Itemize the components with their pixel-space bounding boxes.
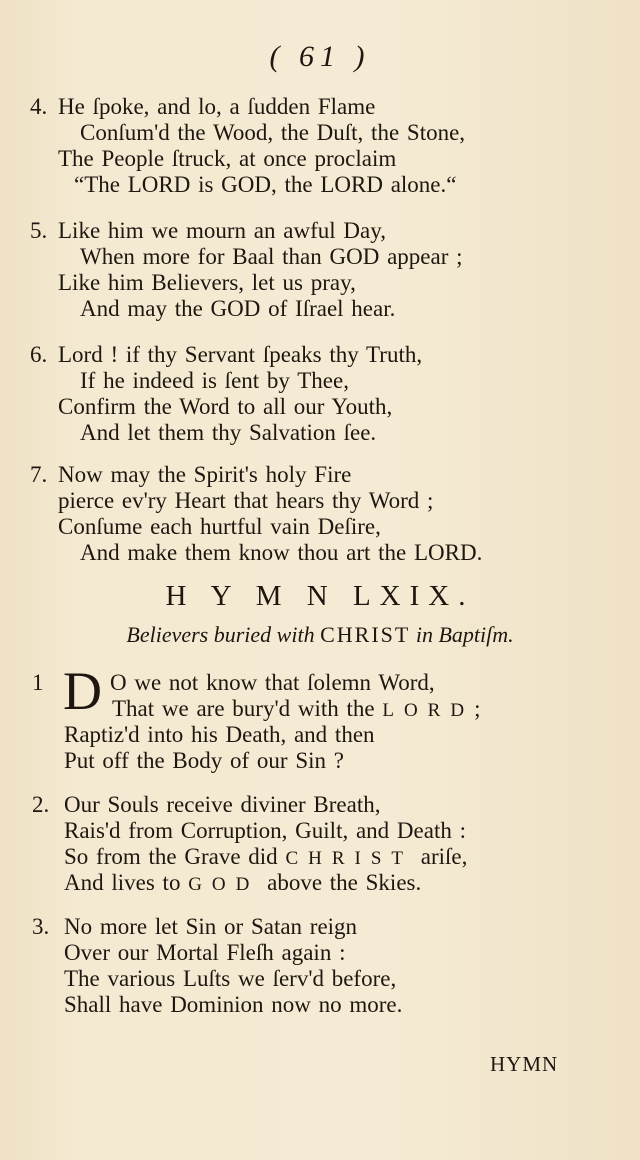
verse-text: And lives to (64, 870, 181, 895)
small-caps-text: GOD (188, 874, 260, 895)
verse-line: Rais'd from Corruption, Guilt, and Death : (64, 818, 466, 843)
verse-line: Shall have Dominion now no more. (64, 992, 403, 1017)
hymn-title: H Y M N LXIX. (165, 580, 475, 612)
verse-line (64, 844, 467, 872)
stanza-number: 7. (30, 462, 48, 487)
verse-line: When more for Baal than GOD appear ; (80, 244, 463, 269)
verse-line: O we not know that ſolemn Word, (110, 670, 435, 695)
subtitle-text: in Baptiſm. (415, 622, 514, 647)
verse-line: Confirm the Word to all our Youth, (58, 394, 393, 419)
verse-line: Now may the Spirit's holy Fire (58, 462, 352, 487)
verse-line: Over our Mortal Fleſh again : (64, 940, 346, 965)
verse-line (64, 870, 421, 898)
verse-line: And let them thy Salvation ſee. (80, 420, 377, 445)
verse-text: That we are bury'd with the (112, 696, 375, 721)
verse-line: Put off the Body of our Sin ? (64, 748, 344, 773)
stanza-number: 3. (32, 914, 50, 939)
verse-line: pierce ev'ry Heart that hears thy Word ; (58, 488, 434, 513)
verse-line: And may the GOD of Iſrael hear. (80, 296, 396, 321)
verse-line: If he indeed is ſent by Thee, (80, 368, 349, 393)
small-caps-text: CHRIST (285, 848, 414, 869)
subtitle-caps: CHRIST (320, 622, 411, 647)
small-caps-text: LORD (382, 700, 475, 721)
page-number: ( 61 ) (269, 40, 371, 73)
drop-cap: D (63, 661, 102, 721)
verse-line: Lord ! if thy Servant ſpeaks thy Truth, (58, 342, 423, 367)
verse-line: The People ſtruck, at once proclaim (58, 146, 397, 171)
verse-text: above the Skies. (267, 870, 422, 895)
verse-line: Our Souls receive diviner Breath, (64, 792, 381, 817)
stanza-number: 1 (32, 670, 44, 695)
verse-text: So from the Grave did (64, 844, 278, 869)
verse-line: Like him we mourn an awful Day, (58, 218, 386, 243)
verse-line: Conſume each hurtful vain Deſire, (58, 514, 381, 539)
verse-line: “The LORD is GOD, the LORD alone.“ (74, 172, 457, 197)
stanza-number: 2. (32, 792, 50, 817)
verse-text: ariſe, (420, 844, 468, 869)
catchword: HYMN (490, 1052, 559, 1076)
verse-line: Conſum'd the Wood, the Duſt, the Stone, (80, 120, 466, 145)
verse-line (112, 696, 480, 724)
verse-line: The various Luſts we ſerv'd before, (64, 966, 397, 991)
verse-line: Raptiz'd into his Death, and then (64, 722, 375, 747)
subtitle-text: Believers buried with (126, 622, 315, 647)
stanza-number: 6. (30, 342, 48, 367)
stanza-number: 4. (30, 94, 48, 119)
verse-line: No more let Sin or Satan reign (64, 914, 358, 939)
verse-line: He ſpoke, and lo, a ſudden Flame (58, 94, 376, 119)
verse-text: ; (474, 696, 481, 721)
verse-line: And make them know thou art the LORD. (80, 540, 483, 565)
verse-line: Like him Believers, let us pray, (58, 270, 356, 295)
hymn-subtitle (0, 622, 640, 648)
stanza-number: 5. (30, 218, 48, 243)
